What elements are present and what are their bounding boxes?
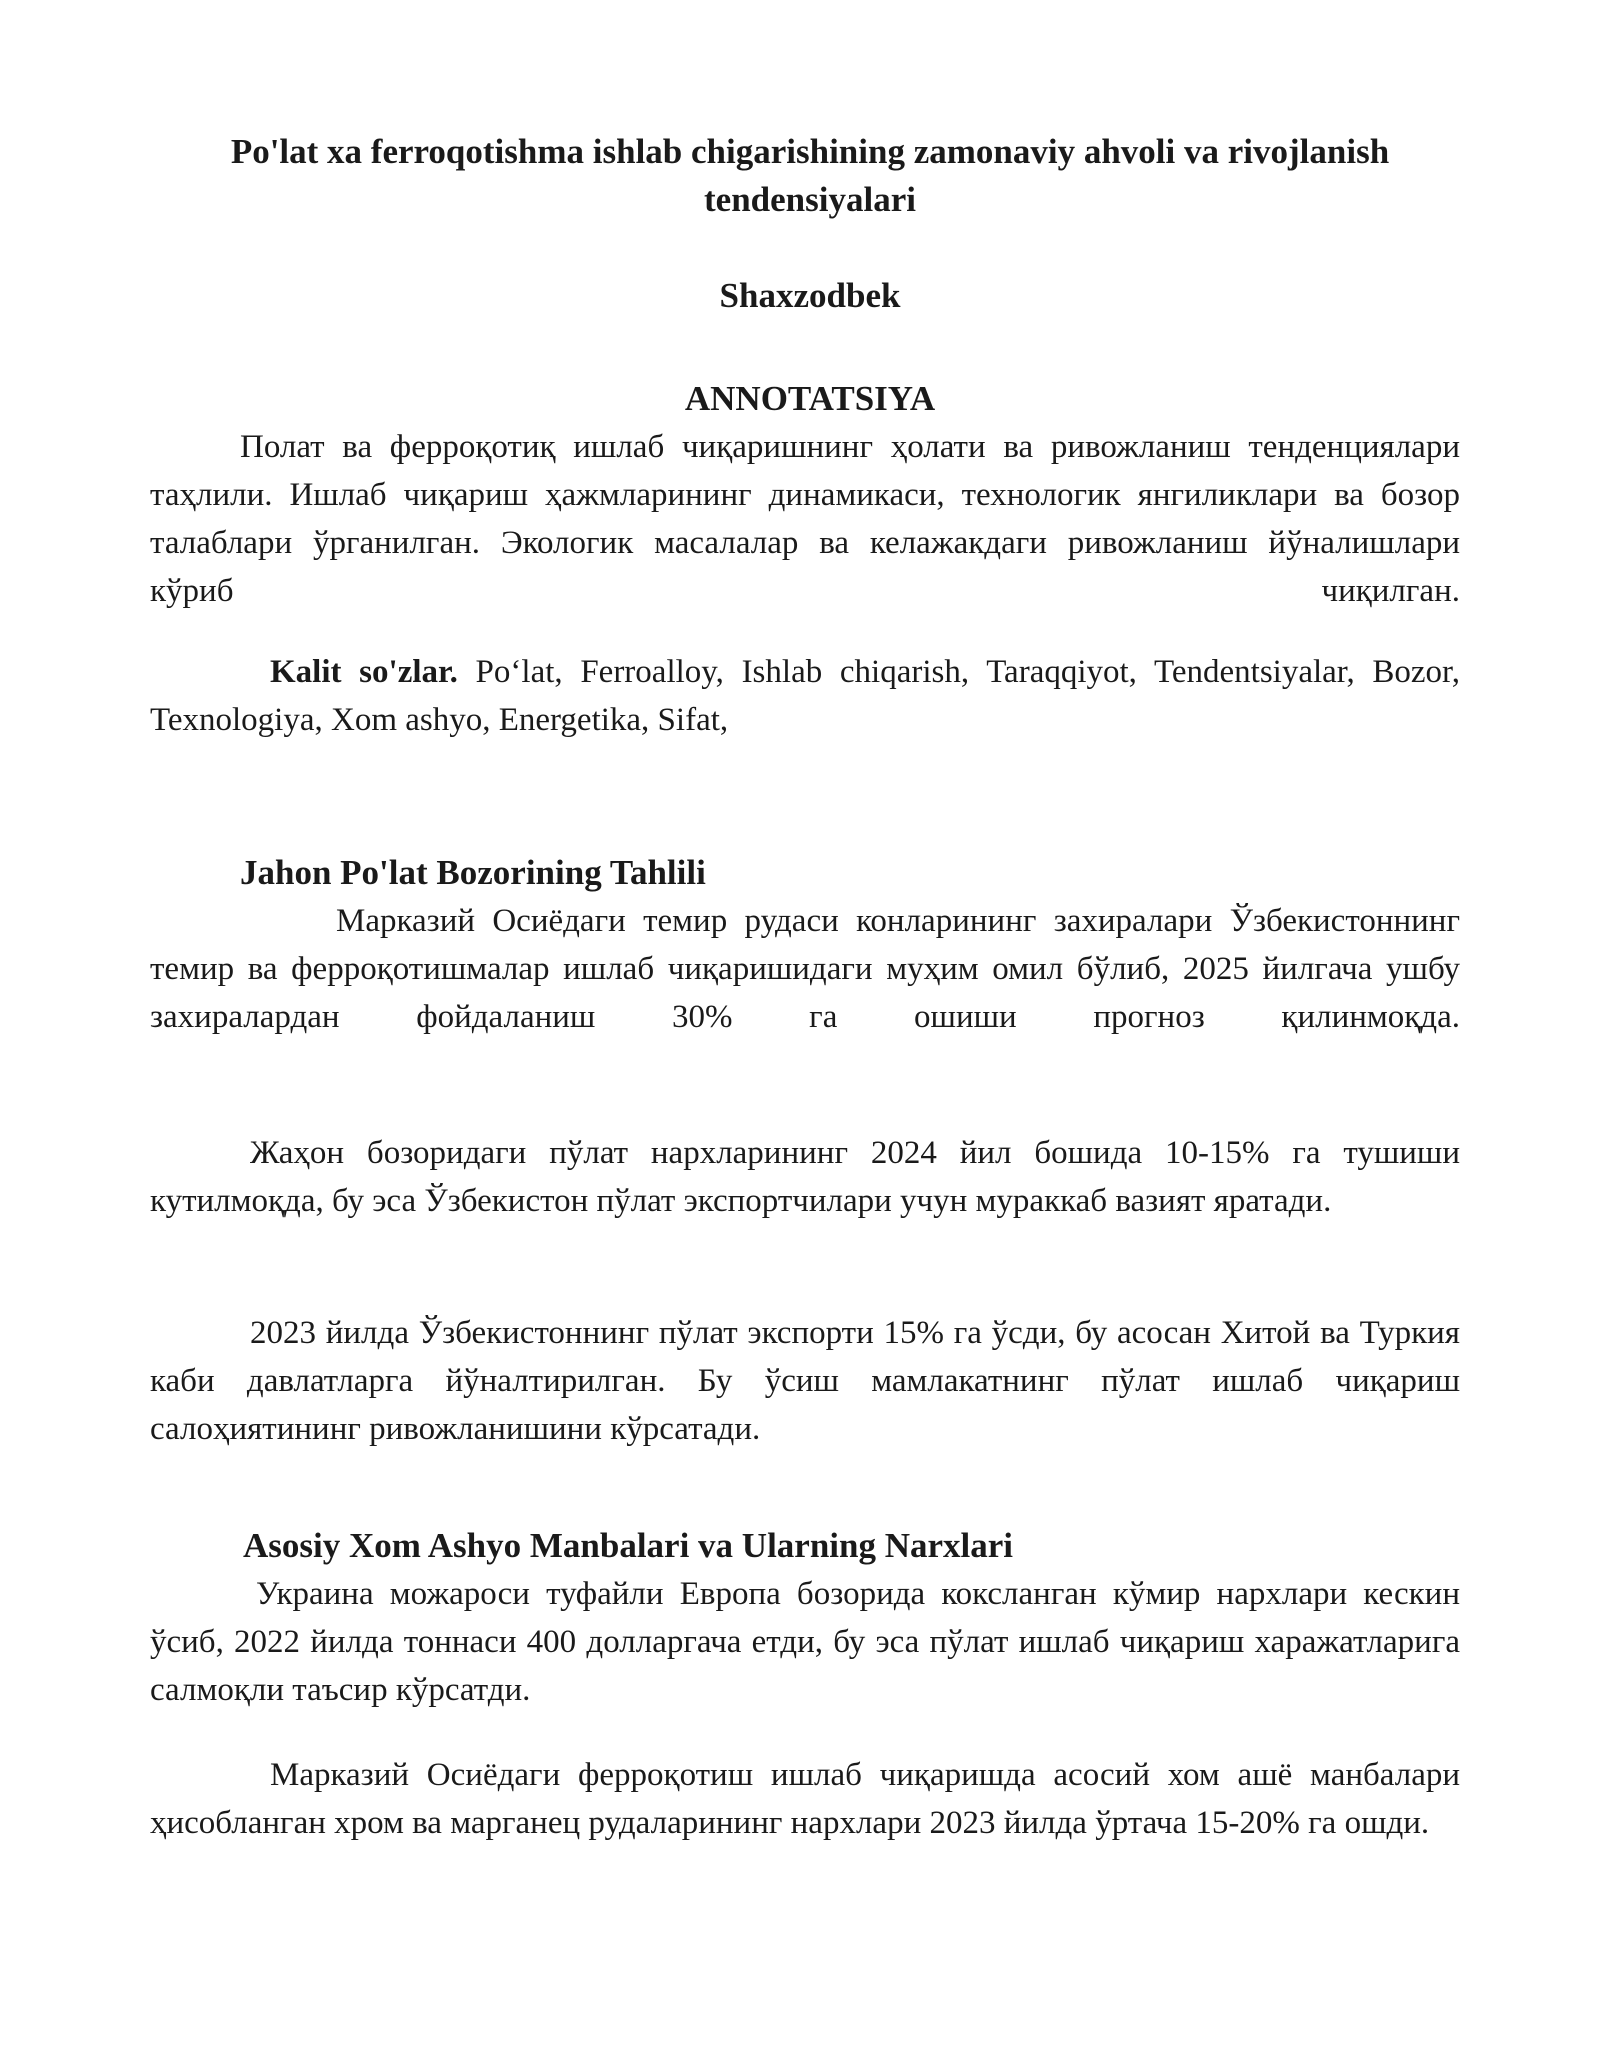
annotation-heading: ANNOTATSIYA: [684, 379, 936, 418]
annotation-paragraph: Полат ва ферроқотиқ ишлаб чиқаришнинг ҳолати ва ривожланиш тенденциялари таҳлили. Ишлаб чиқариш ҳажмларининг динамикаси, технологик янгиликлари ва бозор талаблари ўрганилган. Экологик масалалар ва келажакдаги ривожланиш йўналишлари кўриб чиқилган.: [150, 429, 1460, 609]
document-title: Po'lat xa ferroqotishma ishlab chigarishining zamonaviy ahvoli va rivojlanish tendensiyalari: [230, 132, 1390, 219]
section1-paragraph-1: Марказий Осиёдаги темир рудаси конларининг захиралари Ўзбекистоннинг темир ва ферроқотишмалар ишлаб чиқаришидаги муҳим омил бўлиб, 2025 йилгача ушбу захиралардан фойдаланиш 30% га ошиши прогноз қилинмоқда.: [150, 903, 1460, 1035]
section1-paragraph-3: 2023 йилда Ўзбекистоннинг пўлат экспорти 15% га ўсди, бу асосан Хитой ва Туркия каби давлатларга йўналтирилган. Бу ўсиш мамлакатнинг пўлат ишлаб чиқариш салоҳиятининг ривожланишини кўрсатади.: [150, 1315, 1460, 1447]
section2-paragraph-1: Украина можароси туфайли Европа бозорида коксланган кўмир нархлари кескин ўсиб, 2022 йилда тоннаси 400 долларгача етди, бу эса пўлат ишлаб чиқариш харажатларига салмоқли таъсир кўрсатди.: [150, 1576, 1460, 1708]
keywords-label: Kalit so'zlar.: [270, 654, 458, 690]
keywords-text: Po‘lat, Ferroalloy, Ishlab chiqarish, Taraqqiyot, Tendentsiyalar, Bozor, Texnologiya, Xom ashyo, Energetika, Sifat,: [150, 654, 1460, 738]
section-heading-raw-materials: Asosiy Xom Ashyo Manbalari va Ularning Narxlari: [243, 1526, 1014, 1565]
section2-paragraph-2: Марказий Осиёдаги ферроқотиш ишлаб чиқаришда асосий хом ашё манбалари ҳисобланган хром ва марганец рудаларининг нархлари 2023 йилда ўртача 15-20% га ошди.: [150, 1757, 1460, 1841]
section-heading-world-steel-market: Jahon Po'lat Bozorining Tahlili: [240, 853, 706, 892]
author-name: Shaxzodbek: [719, 276, 901, 315]
keywords-paragraph: [150, 648, 1460, 744]
section1-paragraph-2: Жаҳон бозоридаги пўлат нархларининг 2024 йил бошида 10-15% га тушиши кутилмоқда, бу эса Ўзбекистон пўлат экспортчилари учун мураккаб вазият яратади.: [150, 1135, 1460, 1219]
